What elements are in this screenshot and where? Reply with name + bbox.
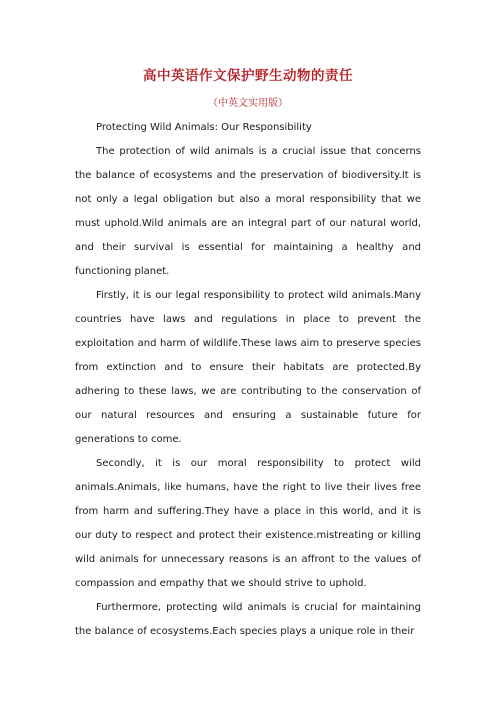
document-body [75,116,421,644]
document-title: 高中英语作文保护野生动物的责任 [143,68,353,84]
essay-heading: Protecting Wild Animals: Our Responsibility [96,122,312,133]
paragraph-2: Firstly, it is our legal responsibility to protect wild animals.Many countries have laws and regulations in place to prevent the exploitation and harm of wildlife.These laws aim to preserve species from extinction and to ensure their habitats are protected.By adhering to these laws, we are contributing to the conservation of our natural resources and ensuring a sustainable future for generations to come. [75,290,421,445]
document-subtitle: （中英文实用版） [208,98,288,109]
paragraph-4: Furthermore, protecting wild animals is crucial for maintaining the balance of ecosystems.Each species plays a unique role in their [75,602,421,637]
paragraph-1: The protection of wild animals is a crucial issue that concerns the balance of ecosystems and the preservation of biodiversity.It is not only a legal obligation but also a moral responsibility that we must uphold.Wild animals are an integral part of our natural world, and their survival is essential for maintaining a healthy and functioning planet. [75,146,421,277]
paragraph-3: Secondly, it is our moral responsibility to protect wild animals.Animals, like humans, have the right to live their lives free from harm and suffering.They have a place in this world, and it is our duty to respect and protect their existence.mistreating or killing wild animals for unnecessary reasons is an affront to the values of compassion and empathy that we should strive to uphold. [75,458,421,589]
